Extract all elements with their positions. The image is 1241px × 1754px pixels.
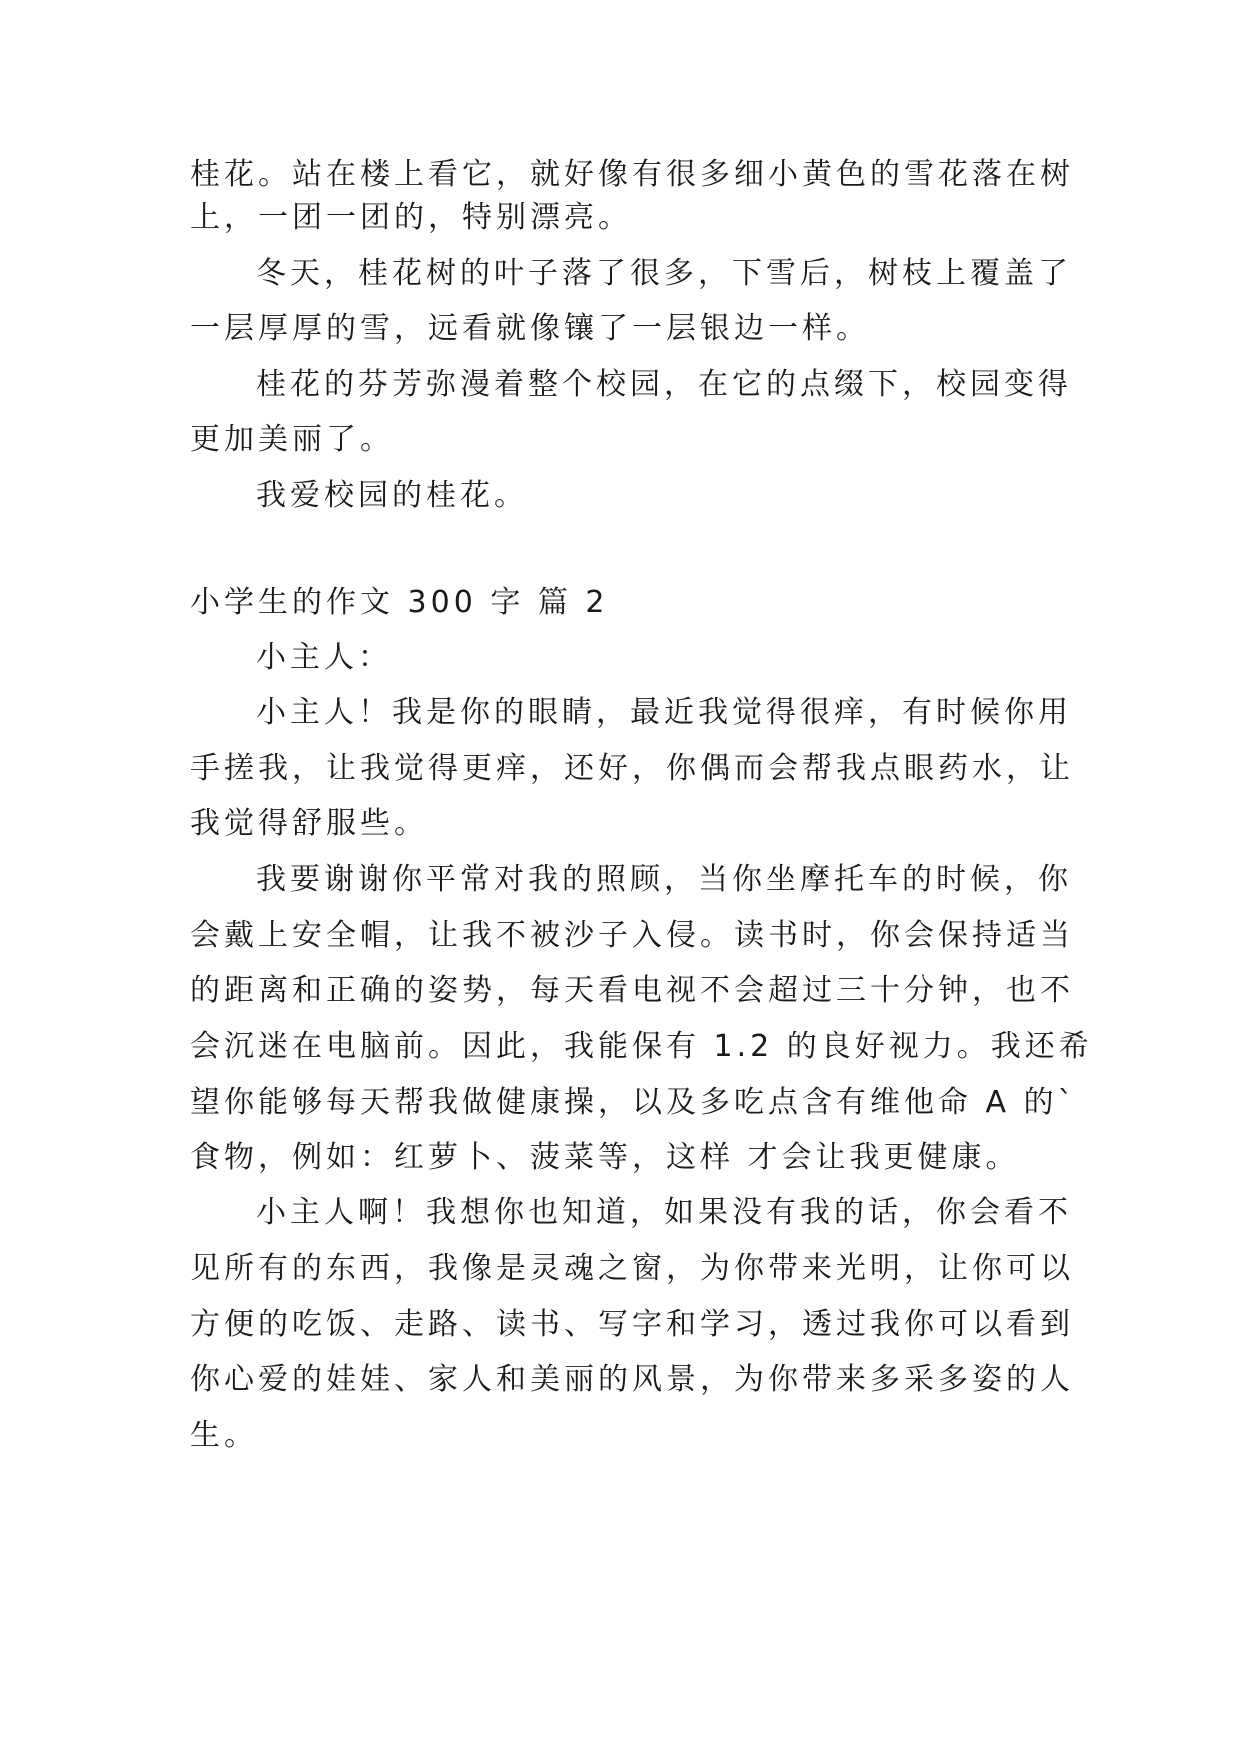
paragraph-line: 的距离和正确的姿势，每天看电视不会超过三十分钟，也不 xyxy=(190,973,1074,1008)
paragraph-line: 小主人啊！我想你也知道，如果没有我的话，你会看不 xyxy=(256,1195,1072,1230)
paragraph-line: 我要谢谢你平常对我的照顾，当你坐摩托车的时候，你 xyxy=(256,862,1072,897)
paragraph-line: 小主人！我是你的眼睛，最近我觉得很痒，有时候你用 xyxy=(256,695,1072,730)
paragraph-line: 桂花。站在楼上看它，就好像有很多细小黄色的雪花落在树 xyxy=(190,157,1074,192)
paragraph-line: 冬天，桂花树的叶子落了很多，下雪后，树枝上覆盖了 xyxy=(256,256,1072,291)
paragraph-line: 小主人： xyxy=(256,640,392,675)
paragraph-line: 上，一团一团的，特别漂亮。 xyxy=(190,200,632,235)
paragraph-line: 你心爱的娃娃、家人和美丽的风景，为你带来多采多姿的人 xyxy=(190,1362,1074,1397)
paragraph-line: 手搓我，让我觉得更痒，还好，你偶而会帮我点眼药水，让 xyxy=(190,751,1074,786)
paragraph-line: 会戴上安全帽，让我不被沙子入侵。读书时，你会保持适当 xyxy=(190,918,1074,953)
paragraph-line: 我爱校园的桂花。 xyxy=(256,478,528,513)
paragraph-line: 一层厚厚的雪，远看就像镶了一层银边一样。 xyxy=(190,311,870,346)
paragraph-line: 桂花的芬芳弥漫着整个校园，在它的点缀下，校园变得 xyxy=(256,367,1072,402)
paragraph-line: 生。 xyxy=(190,1418,258,1453)
paragraph-line: 望你能够每天帮我做健康操，以及多吃点含有维他命 A 的` xyxy=(190,1085,1077,1120)
paragraph-line: 方便的吃饭、走路、读书、写字和学习，透过我你可以看到 xyxy=(190,1307,1074,1342)
section-heading: 小学生的作文 300 字 篇 2 xyxy=(190,585,609,620)
paragraph-line: 会沉迷在电脑前。因此，我能保有 1.2 的良好视力。我还希 xyxy=(190,1029,1093,1064)
paragraph-line: 食物，例如：红萝卜、菠菜等，这样 才会让我更健康。 xyxy=(190,1140,1020,1175)
paragraph-line: 我觉得舒服些。 xyxy=(190,806,428,841)
paragraph-line: 更加美丽了。 xyxy=(190,422,394,457)
paragraph-line: 见所有的东西，我像是灵魂之窗，为你带来光明，让你可以 xyxy=(190,1251,1074,1286)
